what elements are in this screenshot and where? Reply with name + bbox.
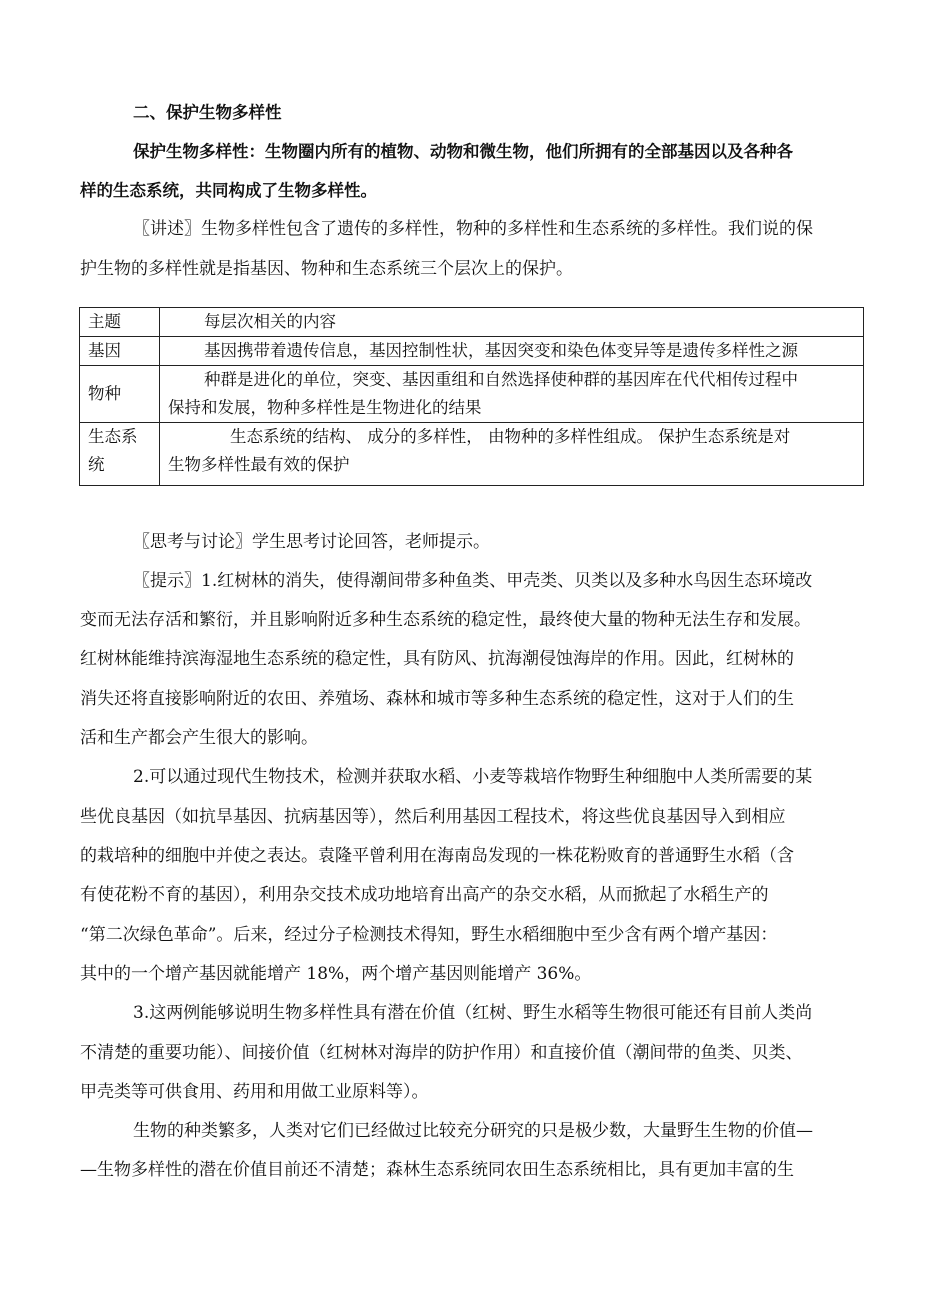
hint1-line-5: 活和生产都会产生很大的影响。 bbox=[80, 728, 318, 748]
hint2-line-4: 有使花粉不育的基因），利用杂交技术成功地培育出高产的杂交水稻，从而掀起了水稻生产的 bbox=[80, 885, 769, 905]
closing-line-2: —生物多样性的潜在价值目前还不清楚；森林生态系统同农田生态系统相比，具有更加丰富的生 bbox=[80, 1160, 794, 1180]
lecture-line-1: 〖讲述〗生物多样性包含了遗传的多样性，物种的多样性和生态系统的多样性。我们说的保 bbox=[133, 219, 813, 239]
hint3-line-2: 不清楚的重要功能）、间接价值（红树林对海岸的防护作用）和直接价值（潮间带的鱼类、贝类、 bbox=[80, 1043, 803, 1063]
table-cell-topic: 基因 bbox=[80, 337, 160, 366]
hint3-line-1: 3.这两例能够说明生物多样性具有潜在价值（红树、野生水稻等生物很可能还有目前人类尚 bbox=[133, 1003, 813, 1023]
table-row bbox=[80, 366, 864, 423]
hint1-line-3: 红树林能维持滨海湿地生态系统的稳定性，具有防风、抗海潮侵蚀海岸的作用。因此，红树林的 bbox=[80, 649, 794, 669]
hint1-line-2: 变而无法存活和繁衍，并且影响附近多种生态系统的稳定性，最终使大量的物种无法生存和发展。 bbox=[80, 610, 811, 630]
table-cell-content: 生态系统的结构、 成分的多样性， 由物种的多样性组成。 保护生态系统是对 生物多样性最有效的保护 bbox=[160, 423, 864, 486]
hint3-line-3: 甲壳类等可供食用、药用和用做工业原料等）。 bbox=[80, 1082, 429, 1102]
discussion-line: 〖思考与讨论〗学生思考讨论回答，老师提示。 bbox=[133, 532, 490, 552]
table-cell-topic: 物种 bbox=[80, 366, 160, 423]
lecture-line-2: 护生物的多样性就是指基因、物种和生态系统三个层次上的保护。 bbox=[80, 259, 573, 279]
hint2-line-2: 些优良基因（如抗旱基因、抗病基因等），然后利用基因工程技术，将这些优良基因导入到相应 bbox=[80, 807, 786, 827]
hint2-line-1: 2.可以通过现代生物技术，检测并获取水稻、小麦等栽培作物野生种细胞中人类所需要的某 bbox=[133, 767, 813, 787]
table-header-row bbox=[80, 308, 864, 337]
table-header-content: 每层次相关的内容 bbox=[160, 308, 864, 337]
hint1-line-1: 〖提示〗1.红树林的消失，使得潮间带多种鱼类、甲壳类、贝类以及多种水鸟因生态环境改 bbox=[133, 571, 813, 591]
definition-line-1: 保护生物多样性：生物圈内所有的植物、动物和微生物，他们所拥有的全部基因以及各种各 bbox=[133, 142, 793, 161]
table-row bbox=[80, 337, 864, 366]
table-cell-content: 种群是进化的单位，突变、基因重组和自然选择使种群的基因库在代代相传过程中 保持和发展，物种多样性是生物进化的结果 bbox=[160, 366, 864, 423]
definition-line-2: 样的生态系统，共同构成了生物多样性。 bbox=[80, 181, 377, 200]
hint2-line-5: “第二次绿色革命”。后来，经过分子检测技术得知，野生水稻细胞中至少含有两个增产基因： bbox=[80, 925, 778, 945]
table-header-topic: 主题 bbox=[80, 308, 160, 337]
table-cell-topic: 生态系 统 bbox=[80, 423, 160, 486]
hint2-line-6: 其中的一个增产基因就能增产 18%，两个增产基因则能增产 36%。 bbox=[80, 964, 592, 984]
content-table bbox=[79, 307, 864, 486]
hint2-line-3: 的栽培种的细胞中并使之表达。袁隆平曾利用在海南岛发现的一株花粉败育的普通野生水稻（含 bbox=[80, 846, 794, 866]
table-cell-content: 基因携带着遗传信息，基因控制性状，基因突变和染色体变异等是遗传多样性之源 bbox=[160, 337, 864, 366]
table-row bbox=[80, 423, 864, 486]
closing-line-1: 生物的种类繁多，人类对它们已经做过比较充分研究的只是极少数，大量野生生物的价值— bbox=[133, 1121, 813, 1141]
hint1-line-4: 消失还将直接影响附近的农田、养殖场、森林和城市等多种生态系统的稳定性，这对于人们的生 bbox=[80, 689, 794, 709]
section-heading: 二、保护生物多样性 bbox=[133, 103, 282, 122]
